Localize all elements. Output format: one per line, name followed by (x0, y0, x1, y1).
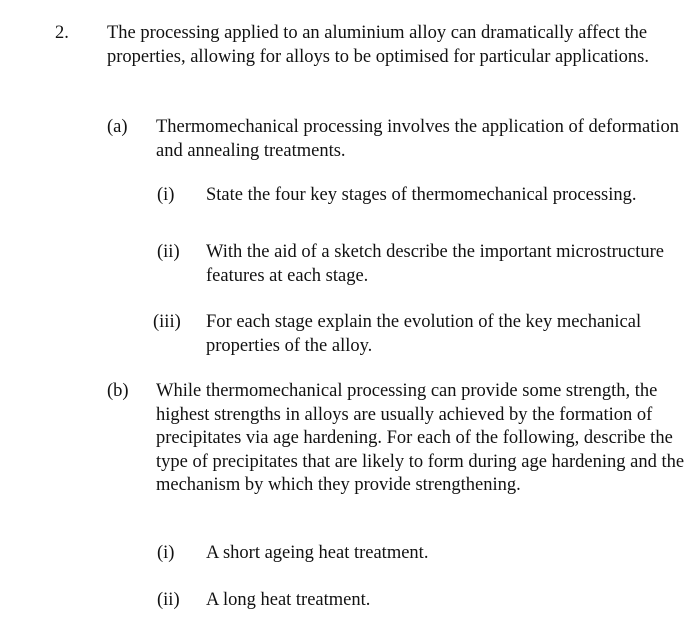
part-a-iii-label: (iii) (153, 312, 181, 332)
part-a-ii-label: (ii) (157, 242, 180, 262)
part-a-iii-text: For each stage explain the evolution of the key mechanical properties of the alloy. (206, 312, 642, 356)
part-b-i-label: (i) (157, 543, 175, 563)
part-a-text: Thermomechanical processing involves the application of deformation and annealing treatments. (156, 117, 679, 161)
part-a-i-text: State the four key stages of thermomechanical processing. (206, 185, 637, 205)
part-b-ii-text: A long heat treatment. (206, 590, 371, 610)
part-b-label: (b) (107, 381, 129, 401)
part-b-i-text: A short ageing heat treatment. (206, 543, 429, 563)
question-intro: The processing applied to an aluminium alloy can dramatically affect the properties, allowing for alloys to be optimised for particular applications. (107, 23, 650, 67)
part-a-label: (a) (107, 117, 128, 137)
part-b-ii-label: (ii) (157, 590, 180, 610)
question-number: 2. (55, 23, 69, 43)
part-a-i-label: (i) (157, 185, 175, 205)
part-a-ii-text: With the aid of a sketch describe the important microstructure features at each stage. (206, 242, 665, 286)
part-b-text: While thermomechanical processing can provide some strength, the highest strengths in alloys are usually achieved by the formation of precipitates via age hardening. For each of the following, describe the type of precipitates that are likely to form during age hardening and the mechanism by which they provide strengthening. (156, 381, 685, 495)
